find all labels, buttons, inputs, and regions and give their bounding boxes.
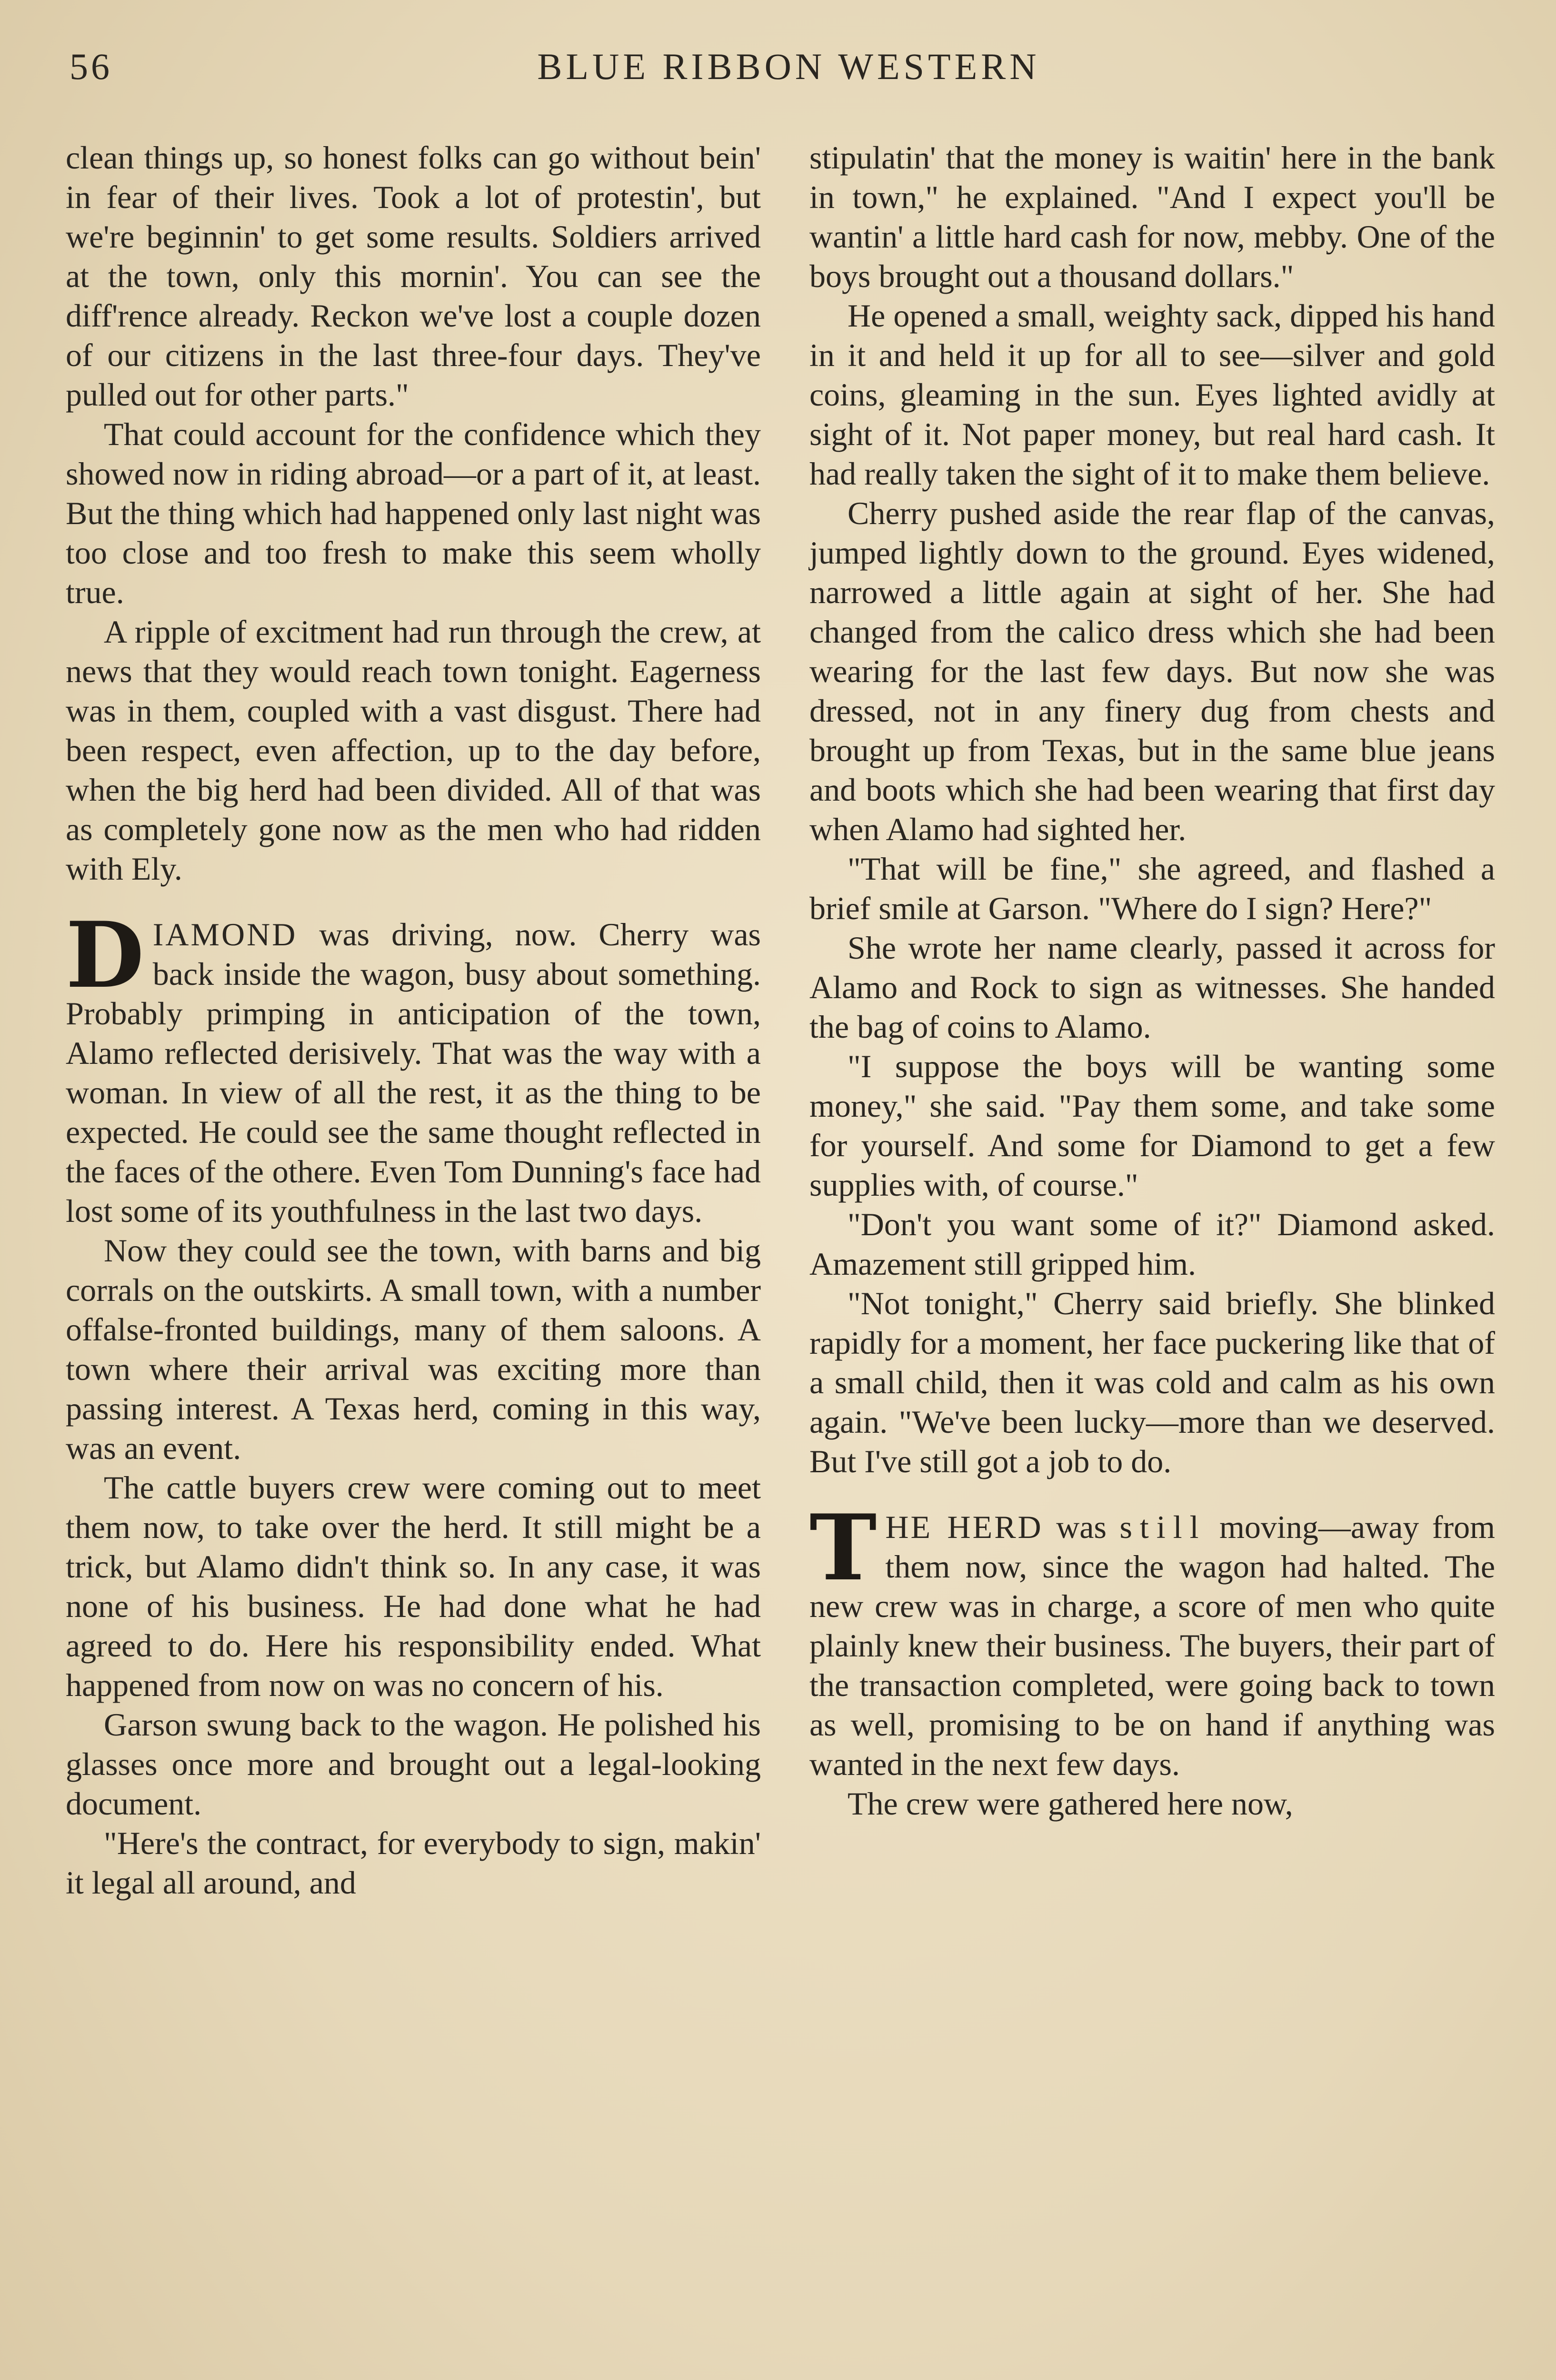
paragraph: Cherry pushed aside the rear flap of the canvas, jumped lightly down to the ground. Eyes widened, narrowed a little again at sight of her. She had changed from the calico dress which she had been wearing for the last few days. But now she was dressed, not in any finery dug from chests and brought up from Texas, but in the same blue jeans and boots which she had been wearing that first day when Alamo had sighted her. — [809, 495, 1495, 847]
page-number: 56 — [70, 46, 112, 87]
drop-cap: D — [66, 902, 144, 1008]
paragraph: The cattle buyers crew were coming out to meet them now, to take over the herd. It still might be a trick, but Alamo didn't think so. In any case, it was none of his business. He had done what he had agreed to do. Here his responsibility ended. What happened from now on was no concern of his. — [66, 1469, 761, 1703]
spaced-word: still — [1119, 1509, 1207, 1545]
paragraph: Now they could see the town, with barns and big corrals on the outskirts. A small town, with a number offalse-fronted buildings, many of them saloons. A town where their arrival was exciting more than passing interest. A Texas herd, coming in this way, was an event. — [66, 1232, 761, 1466]
paragraph-text: was — [1043, 1509, 1120, 1545]
left-column — [66, 138, 761, 1903]
section-start-paragraph — [66, 902, 761, 1231]
paragraph: "That will be fine," she agreed, and flashed a brief smile at Garson. "Where do I sign? Here?" — [809, 851, 1495, 926]
section-start-paragraph — [809, 1495, 1495, 1784]
paragraph: That could account for the confidence which they showed now in riding abroad—or a part of it, at least. But the thing which had happened only last night was too close and too fresh to make this seem wholly true. — [66, 416, 761, 610]
page-header — [67, 45, 1511, 102]
paragraph: "Here's the contract, for everybody to sign, makin' it legal all around, and — [66, 1825, 761, 1901]
running-head: BLUE RIBBON WESTERN — [537, 46, 1040, 87]
lead-in-caps: IAMOND — [152, 916, 298, 952]
paragraph: He opened a small, weighty sack, dipped his hand in it and held it up for all to see—silver and gold coins, gleaming in the sun. Eyes lighted avidly at sight of it. Not paper money, but real hard cash. It had really taken the sight of it to make them believe. — [809, 298, 1495, 492]
paragraph: "I suppose the boys will be wanting some money," she said. "Pay them some, and take some for yourself. And some for Diamond to get a few supplies with, of course." — [809, 1048, 1495, 1203]
right-column — [809, 138, 1495, 1824]
paragraph: The crew were gathered here now, — [848, 1785, 1293, 1822]
paragraph: She wrote her name clearly, passed it across for Alamo and Rock to sign as witnesses. She handed the bag of coins to Alamo. — [809, 930, 1495, 1045]
drop-cap: T — [809, 1495, 877, 1601]
paragraph: A ripple of excitment had run through the crew, at news that they would reach town tonight. Eagerness was in them, coupled with a vast disgust. There had been respect, even affection, up to the day before, when the big herd had been divided. All of that was as completely gone now as the men who had ridden with Ely. — [66, 614, 761, 887]
paragraph: "Not tonight," Cherry said briefly. She blinked rapidly for a moment, her face puckering like that of a small child, then it was cold and calm as his own again. "We've been lucky—more than we deserved. But I've still got a job to do. — [809, 1285, 1495, 1479]
paragraph-text: moving—away from them now, since the wagon had halted. The new crew was in charge, a score of men who quite plainly knew their business. The buyers, their part of the transaction completed, were going back to town as well, promising to be on hand if anything was wanted in the next few days. — [809, 1509, 1495, 1782]
paragraph: "Don't you want some of it?" Diamond asked. Amazement still gripped him. — [809, 1206, 1495, 1282]
paragraph: clean things up, so honest folks can go without bein' in fear of their lives. Took a lot of protestin', but we're beginnin' to get some results. Soldiers arrived at the town, only this mornin'. You can see the diff'rence already. Reckon we've lost a couple dozen of our citizens in the last three-four days. They've pulled out for other parts." — [66, 139, 761, 413]
paragraph-text: was driving, now. Cherry was back inside the wagon, busy about something. Probably primping in anticipation of the town, Alamo reflected derisively. That was the way with a woman. In view of all the rest, it as the thing to be expected. He could see the same thought reflected in the faces of the othere. Even Tom Dunning's face had lost some of its youthfulness in the last two days. — [66, 916, 761, 1229]
paragraph: stipulatin' that the money is waitin' here in the bank in town," he explained. "And I expect you'll be wantin' a little hard cash for now, mebby. One of the boys brought out a thousand dollars." — [809, 139, 1495, 294]
lead-in-caps: HE HERD — [885, 1509, 1043, 1545]
paragraph: Garson swung back to the wagon. He polished his glasses once more and brought out a legal-looking document. — [66, 1706, 761, 1822]
